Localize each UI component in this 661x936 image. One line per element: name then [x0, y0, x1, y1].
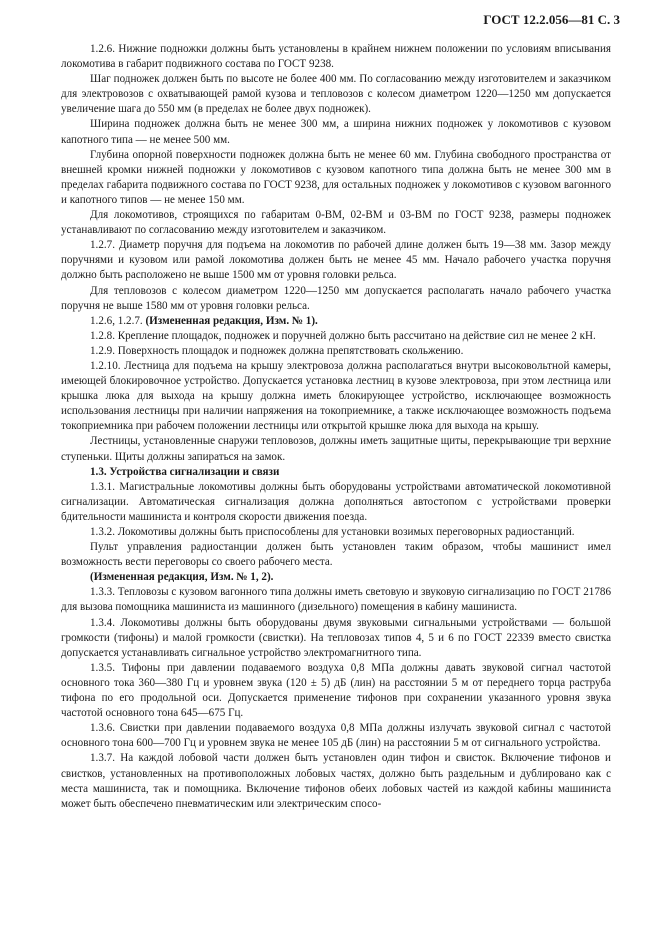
paragraph: Пульт управления радиостанции должен быть установлен таким образом, чтобы машинист имел возможность вести переговоры со своего рабочего места. [61, 541, 611, 569]
paragraph: 1.3.3. Тепловозы с кузовом вагонного типа должны иметь световую и звуковую сигнализацию по ГОСТ 21786 для вызова помощника машиниста из машинного (дизельного) помещения в кабину машиниста. [61, 586, 611, 614]
paragraph: Лестницы, установленные снаружи тепловозов, должны иметь защитные щиты, перекрывающие три верхние ступеньки. Щиты должны запираться на замок. [61, 435, 611, 463]
paragraph: 1.3.4. Локомотивы должны быть оборудованы двумя звуковыми сигнальными устройствами — большой громкости (тифоны) и малой громкости (свистки). На тепловозах типов 4, 5 и 6 по ГОСТ 22339 вместо свистка допускается устанавливать сигнальное устройство электромагнитного типа. [61, 616, 611, 659]
paragraph: 1.3.6. Свистки при давлении подаваемого воздуха 0,8 МПа должны излучать звуковой сигнал с частотой основного тона 600—700 Гц и уровнем звука не менее 105 дБ (лин) на расстоянии 5 м от сигнального устройства. [61, 722, 611, 750]
paragraph: Шаг подножек должен быть по высоте не более 400 мм. По согласованию между изготовителем и заказчиком для электровозов с охватывающей рамой кузова и тепловозов с колесом диаметром 1220—1250 мм допускается увеличение шага до 550 мм (в пределах не более двух подножек). [61, 73, 611, 116]
paragraph: Ширина подножек должна быть не менее 300 мм, а ширина нижних подножек у локомотивов с кузовом капотного типа — не менее 500 мм. [61, 118, 611, 146]
paragraph: 1.2.6. Нижние подножки должны быть установлены в крайнем нижнем положении по условиям вписывания локомотива в габарит подвижного состава по ГОСТ 9238. [61, 43, 611, 71]
amendment-note: (Измененная редакция, Изм. № 1, 2). [90, 571, 274, 584]
document-body [61, 42, 611, 812]
paragraph: Глубина опорной поверхности подножек должна быть не менее 60 мм. Глубина свободного пространства от внешней кромки нижней подножки у локомотивов с кузовом капотного типа должна быть не менее 300 мм в пределах габарита подвижного состава по ГОСТ 9238, для остальных подножек у локомотивов с кузовом вагонного и капотного типов — не менее 150 мм. [61, 148, 611, 206]
section-heading: 1.3. Устройства сигнализации и связи [90, 465, 280, 478]
paragraph: Для локомотивов, строящихся по габаритам 0-ВМ, 02-ВМ и 03-ВМ по ГОСТ 9238, размеры подножек устанавливают по согласованию между изготовителем и заказчиком. [61, 209, 611, 237]
amendment-bold: (Измененная редакция, Изм. № 1). [145, 314, 318, 327]
paragraph: 1.3.2. Локомотивы должны быть приспособлены для установки возимых переговорных радиостанций. [90, 526, 575, 538]
paragraph: Для тепловозов с колесом диаметром 1220—1250 мм допускается располагать начало рабочего участка поручня не выше 1580 мм от уровня головки рельса. [61, 284, 611, 312]
paragraph: 1.3.7. На каждой лобовой части должен быть установлен один тифон и свисток. Включение тифонов и свистков, установленных на противоположных лобовых частях, должно быть раздельным и дублировано как с места машиниста, так и помощника. Включение тифонов обеих лобовых частей из каждой кабины машиниста может быть обеспечено пневматическим или электрическим спосо- [61, 752, 611, 810]
paragraph: 1.3.1. Магистральные локомотивы должны быть оборудованы устройствами автоматической локомотивной сигнализации. Автоматическая сигнализация должна дополняться автостопом с устройствами проверки бдительности машиниста и контроля скорости движения поезда. [61, 480, 611, 523]
page-header: ГОСТ 12.2.056—81 С. 3 [483, 12, 620, 27]
paragraph: 1.2.7. Диаметр поручня для подъема на локомотив по рабочей длине должен быть 19—38 мм. Зазор между поручнями и кузовом или рамой локомотива должен быть не менее 45 мм. Начало рабочего участка поручня должно быть расположено не выше 1500 мм от уровня головки рельса. [61, 239, 611, 282]
paragraph: 1.2.8. Крепление площадок, подножек и поручней должно быть рассчитано на действие сил не менее 2 кН. [90, 329, 596, 342]
paragraph: 1.2.10. Лестница для подъема на крышу электровоза должна располагаться внутри высоковольтной камеры, имеющей блокировочное устройство. Допускается установка лестниц в кузове электровоза, при этом лестница или крышка люка для выхода на крышу должна иметь блокирующее устройство, исключающее возможность использования лестницы при наличии напряжения на токоприемнике, а также исключающее возможность подъема токоприемника при рабочем положении лестницы или открытой крышке люка для выхода на крышу. [61, 359, 611, 433]
paragraph: 1.3.5. Тифоны при давлении подаваемого воздуха 0,8 МПа должны давать звуковой сигнал частотой основного тока 360—380 Гц и уровнем звука (120 ± 5) дБ (лин) на расстоянии 5 м от переднего торца раструба тифона по его продольной оси. Допускается применение тифонов при сохранении указанного уровня звука частотой основного тона 645—675 Гц. [61, 661, 611, 720]
amendment-prefix: 1.2.6, 1.2.7. [90, 314, 143, 327]
paragraph: 1.2.9. Поверхность площадок и подножек должна препятствовать скольжению. [90, 344, 464, 357]
amendment-note [61, 314, 611, 329]
